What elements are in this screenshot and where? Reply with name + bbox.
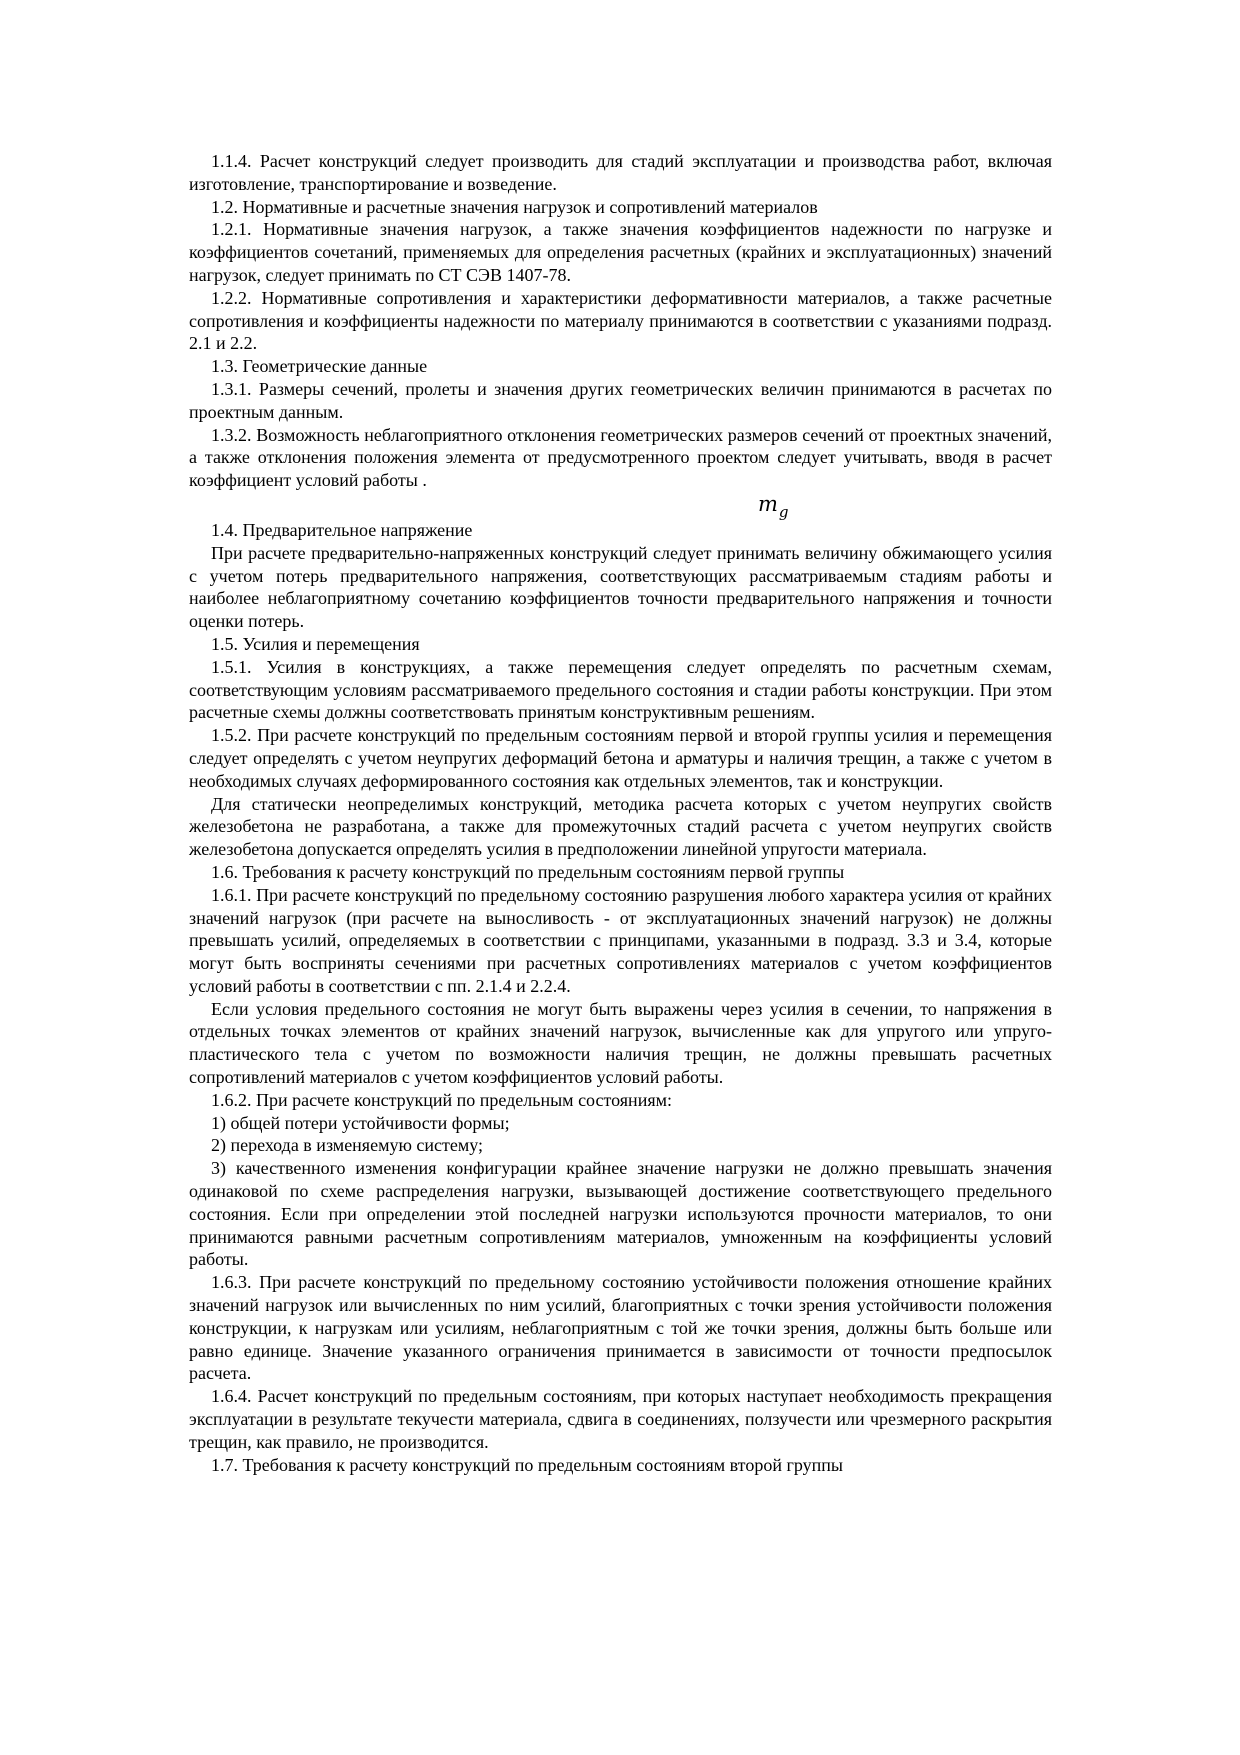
- formula-row: [189, 492, 1052, 519]
- paragraph-1-5-2: 1.5.2. При расчете конструкций по предельным состояниям первой и второй группы усилия и перемещения следует определять с учетом неупругих деформаций бетона и арматуры и наличия трещин, а также с учетом в необходимых случаях деформированного состояния как отдельных элементов, так и конструкции.: [189, 725, 1052, 791]
- list-item-3: 3) качественного изменения конфигурации крайнее значение нагрузки не должно превышать значения одинаковой по схеме распределения нагрузки, вызывающей достижение соответствующего предельного состояния. Если при определении этой последней нагрузки используются прочности материалов, то они принимаются равными расчетным сопротивлениям материалов, умноженным на коэффициенты условий работы.: [189, 1158, 1052, 1270]
- document-body: [189, 150, 1052, 1476]
- heading-1-5: 1.5. Усилия и перемещения: [211, 633, 420, 654]
- paragraph-1-6-2: 1.6.2. При расчете конструкций по предельным состояниям:: [211, 1089, 672, 1110]
- formula-m-g: [758, 491, 789, 521]
- heading-1-6: 1.6. Требования к расчету конструкций по предельным состояниям первой группы: [211, 861, 845, 882]
- list-item-1: 1) общей потери устойчивости формы;: [211, 1112, 510, 1133]
- paragraph-limit-state-conditions: Если условия предельного состояния не могут быть выражены через усилия в сечении, то напряжения в отдельных точках элементов от крайних значений нагрузок, вычисленные как для упругого или упруго-пластического тела с учетом по возможности наличия трещин, не должны превышать расчетных сопротивлений материалов с учетом коэффициентов условий работы.: [189, 998, 1052, 1088]
- heading-1-7: 1.7. Требования к расчету конструкций по предельным состояниям второй группы: [211, 1454, 843, 1475]
- paragraph-1-2-1: 1.2.1. Нормативные значения нагрузок, а также значения коэффициентов надежности по нагрузке и коэффициентов сочетаний, применяемых для определения расчетных (крайних и эксплуатационных) значений нагрузок, следует принимать по СТ СЭВ 1407-78.: [189, 219, 1052, 285]
- heading-1-2: 1.2. Нормативные и расчетные значения нагрузок и сопротивлений материалов: [211, 196, 818, 217]
- paragraph-1-5-1: 1.5.1. Усилия в конструкциях, а также перемещения следует определять по расчетным схемам, соответствующим условиям рассматриваемого предельного состояния и стадии работы конструкции. При этом расчетные схемы должны соответствовать принятым конструктивным решениям.: [189, 656, 1052, 723]
- list-item-2: 2) перехода в изменяемую систему;: [211, 1135, 484, 1156]
- paragraph-prestress: При расчете предварительно-напряженных конструкций следует принимать величину обжимающего усилия с учетом потерь предварительного напряжения, соответствующих рассматриваемым стадиям работы и наиболее неблагоприятному сочетанию коэффициентов точности предварительного напряжения и точности оценки потерь.: [189, 542, 1052, 632]
- paragraph-1-6-1: 1.6.1. При расчете конструкций по предельному состоянию разрушения любого характера усилия от крайних значений нагрузок (при расчете на выносливость - от эксплуатационных значений нагрузок) не должны превышать усилий, определяемых в соответствии с принципами, указанными в подразд. 3.3 и 3.4, которые могут быть восприняты сечениями при расчетных сопротивлениях материалов с учетом коэффициентов условий работы в соответствии с пп. 2.1.4 и 2.2.4.: [189, 884, 1052, 996]
- paragraph-1-2-2: 1.2.2. Нормативные сопротивления и характеристики деформативности материалов, а также расчетные сопротивления и коэффициенты надежности по материалу принимаются в соответствии с указаниями подразд. 2.1 и 2.2.: [189, 287, 1052, 354]
- formula-symbol: m: [758, 491, 778, 516]
- paragraph-1-3-1: 1.3.1. Размеры сечений, пролеты и значения других геометрических величин принимаются в расчетах по проектным данным.: [189, 378, 1052, 422]
- heading-1-4: 1.4. Предварительное напряжение: [211, 519, 473, 540]
- paragraph-1-3-2: 1.3.2. Возможность неблагоприятного отклонения геометрических размеров сечений от проектных значений, а также отклонения положения элемента от предусмотренного проектом следует учитывать, вводя в расчет коэффициент условий работы .: [189, 424, 1052, 491]
- paragraph-1-1-4: 1.1.4. Расчет конструкций следует производить для стадий эксплуатации и производства работ, включая изготовление, транспортирование и возведение.: [189, 151, 1052, 194]
- paragraph-1-6-3: 1.6.3. При расчете конструкций по предельному состоянию устойчивости положения отношение крайних значений нагрузок или вычисленных по ним усилий, благоприятных с точки зрения устойчивости положения конструкции, к нагрузкам или усилиям, неблагоприятным с той же точки зрения, должны быть больше или равно единице. Значение указанного ограничения принимается в зависимости от точности предпосылок расчета.: [189, 1272, 1052, 1384]
- paragraph-statically-indeterminate: Для статически неопределимых конструкций, методика расчета которых с учетом неупругих свойств железобетона не разработана, а также для промежуточных стадий расчета с учетом неупругих свойств железобетона допускается определять усилия в предположении линейной упругости материала.: [189, 793, 1052, 860]
- heading-1-3: 1.3. Геометрические данные: [211, 356, 428, 377]
- formula-subscript: g: [778, 502, 789, 521]
- paragraph-1-6-4: 1.6.4. Расчет конструкций по предельным состояниям, при которых наступает необходимость прекращения эксплуатации в результате текучести материала, сдвига в соединениях, ползучести или чрезмерного раскрытия трещин, как правило, не производится.: [189, 1386, 1052, 1452]
